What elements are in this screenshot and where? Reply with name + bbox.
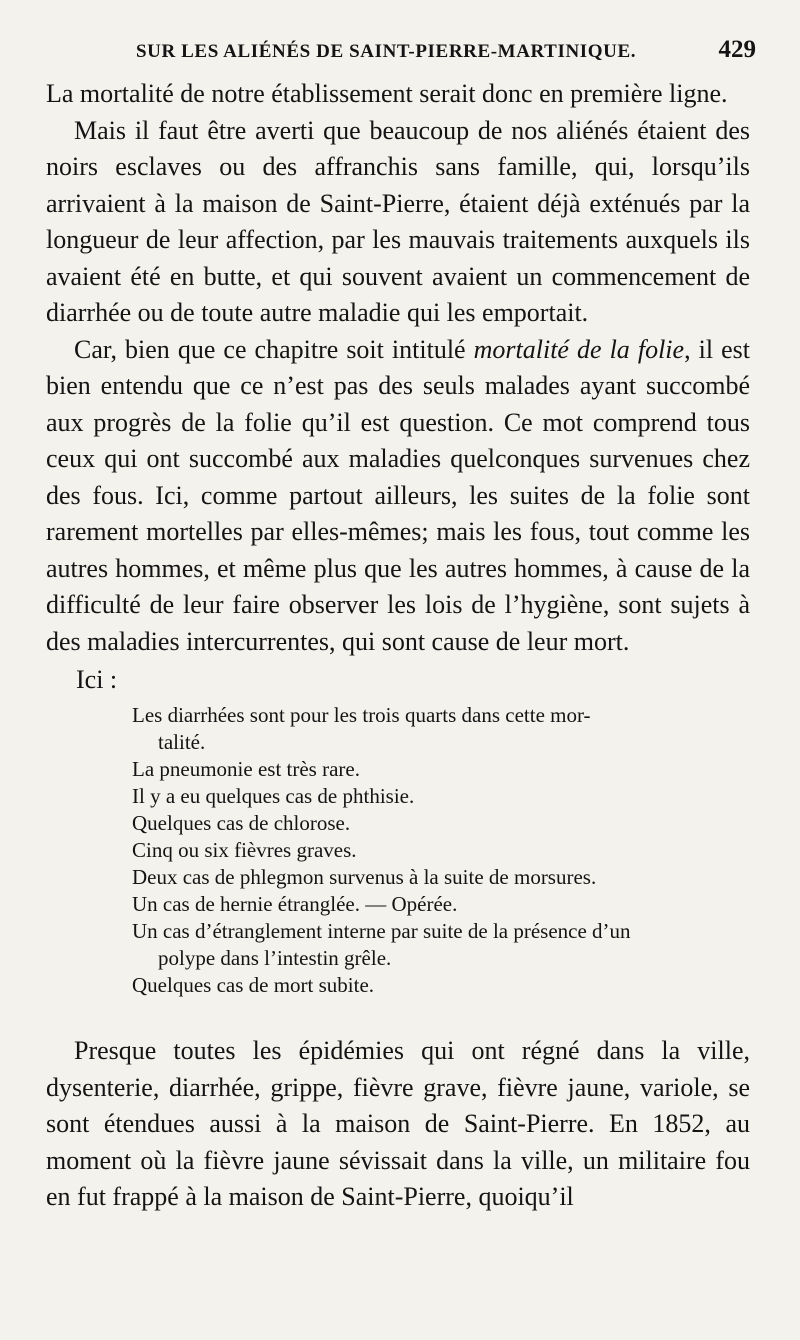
ici-label: Ici : xyxy=(76,665,118,694)
list-item-text: Quelques cas de mort subite. xyxy=(132,973,375,997)
paragraph-3 xyxy=(46,332,750,661)
list-item xyxy=(132,891,746,918)
list-item-continuation: talité. xyxy=(158,730,206,754)
list-item xyxy=(132,756,746,783)
list-item-text: Un cas de hernie étranglée. — Opérée. xyxy=(132,892,458,916)
list-item xyxy=(132,972,746,999)
list-item-text: Cinq ou six fièvres graves. xyxy=(132,838,357,862)
body-text-final xyxy=(46,1033,750,1216)
list-item-text: Quelques cas de chlorose. xyxy=(132,811,351,835)
list-item-text: La pneumonie est très rare. xyxy=(132,757,360,781)
paragraph-2: Mais il faut être averti que beaucoup de nos aliénés étaient des noirs esclaves ou des affranchis sans famille, qui, lorsqu’ils arrivaient à la maison de Saint-Pierre, étaient déjà exténués par la longueur de leur affection, par les mauvais traitements auxquels ils avaient été en butte, et qui souvent avaient un commencement de diarrhée ou de toute autre maladie qui les emportait. xyxy=(46,115,750,327)
list-item-text: Les diarrhées sont pour les trois quarts dans cette mor- xyxy=(132,703,591,727)
list-item-text: Un cas d’étranglement interne par suite de la présence d’un xyxy=(132,919,631,943)
page-number: 429 xyxy=(718,36,756,63)
list-item xyxy=(132,918,746,972)
list-item-text: Il y a eu quelques cas de phthisie. xyxy=(132,784,415,808)
running-title: SUR LES ALIÉNÉS DE SAINT-PIERRE-MARTINIQUE. xyxy=(136,41,637,62)
list-item xyxy=(132,864,746,891)
list-item-text: Deux cas de phlegmon survenus à la suite de morsures. xyxy=(132,865,597,889)
list-item xyxy=(132,702,746,756)
list-item-continuation: polype dans l’intestin grêle. xyxy=(158,946,392,970)
running-head xyxy=(136,36,756,76)
paragraph-3-start: Car, bien que ce chapitre soit intitulé xyxy=(74,334,474,364)
list-item xyxy=(132,783,746,810)
causes-list xyxy=(132,702,746,999)
list-item xyxy=(132,810,746,837)
paragraph-3-rest: , il est bien entendu que ce n’est pas des seuls malades ayant succombé aux progrès de la folie qu’il est question. Ce mot comprend tous ceux qui ont succombé aux maladies quelconques survenues chez des fous. Ici, comme partout ailleurs, les suites de la folie sont rarement mortelles par elles-mêmes; mais les fous, tout comme les autres hommes, et même plus que les autres hommes, à cause de la difficulté de leur faire observer les lois de l’hygiène, sont sujets à des maladies intercurrentes, qui sont cause de leur mort. xyxy=(46,334,750,656)
paragraph-4: Presque toutes les épidémies qui ont régné dans la ville, dysenterie, diarrhée, grippe, fièvre grave, fièvre jaune, variole, se sont étendues aussi à la maison de Saint-Pierre. En 1852, au moment où la fièvre jaune sévissait dans la ville, un militaire fou en fut frappé à la maison de Saint-Pierre, quoiqu’il xyxy=(46,1036,750,1211)
body-text xyxy=(46,76,750,660)
list-item xyxy=(132,837,746,864)
italic-phrase: mortalité de la folie xyxy=(473,334,685,364)
paragraph-1: La mortalité de notre établissement serait donc en première ligne. xyxy=(46,79,728,108)
